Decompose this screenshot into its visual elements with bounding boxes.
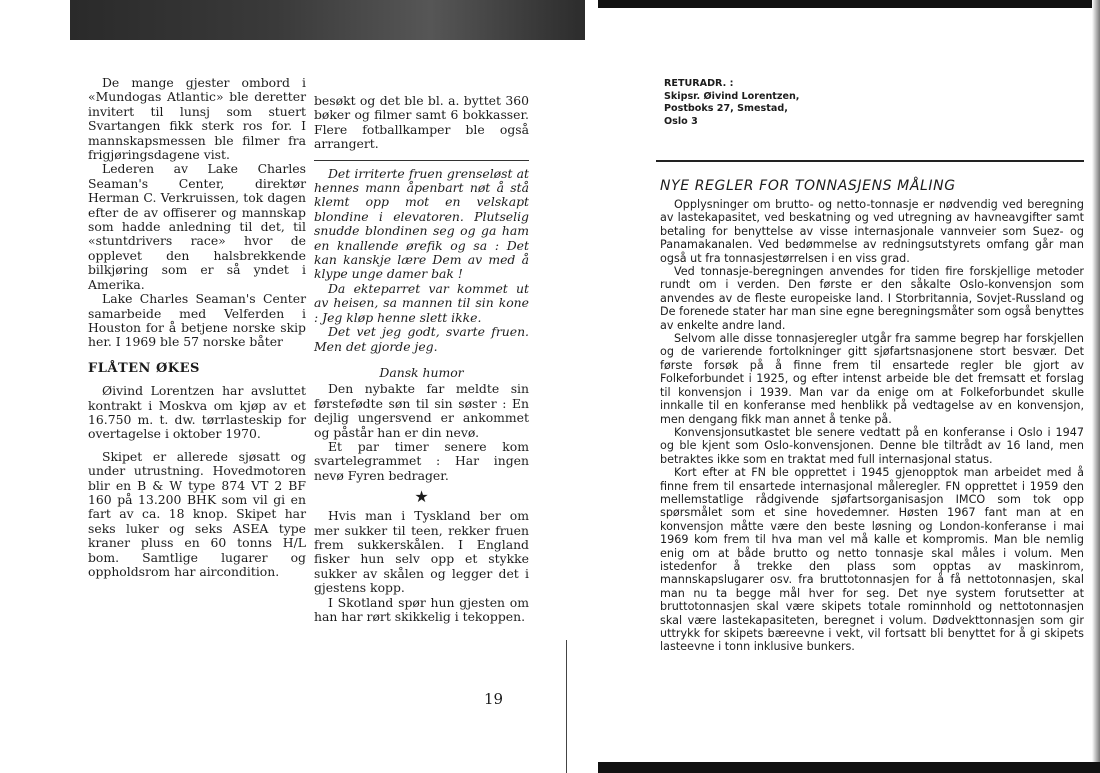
article: [660, 178, 1084, 654]
horizontal-rule: [656, 160, 1084, 162]
paragraph: I Skotland spør hun gjesten om han har rørt skikkelig i tekoppen.: [314, 594, 529, 624]
left-page-top-shadow: [70, 0, 585, 40]
article-paragraph: Selvom alle disse tonnasjeregler utgår fra samme begrep har forskjellen og de varierende fortolkninger gitt sjøfartsnasjonene stort besvær. Det første forsøk på å finne frem til ensartede regler ble gjort av Folkeforbundet i 1925, og efter intenst arbeide ble det fremsatt et forslag til konvensjon i 1939. Man var da enige om at Folkeforbundet skulle innkalle til en konferanse med henblikk på vedtagelse av en konvensjon, men dengang fikk man annet å tenke på.: [660, 332, 1084, 426]
article-paragraph: Opplysninger om brutto- og netto-tonnasje er nødvendig ved beregning av lastekapasitet, ved beskatning og ved utregning av havneavgifter samt betaling for benyttelse av visse internasjonale vannveier som Suez- og Panamakanalen. Ved bedømmelse av redningsutstyrets omfang går man også ut fra tonnasjestørrelsen i en viss grad.: [660, 198, 1084, 265]
return-address: [664, 78, 799, 128]
joke-paragraph: Det vet jeg godt, svarte fruen. Men det gjorde jeg.: [314, 324, 529, 354]
left-column-2: [314, 94, 529, 624]
paragraph: Øivind Lorentzen har avsluttet kontrakt i Moskva om kjøp av et 16.750 m. t. dw. tørrlasteskip for overtagelse i oktober 1970.: [88, 383, 306, 442]
star-ornament: ★: [414, 487, 429, 507]
address-label: RETURADR. :: [664, 78, 734, 89]
paragraph: De mange gjester ombord i «Mundogas Atlantic» ble deretter invitert til lunsj som stuert Svartangen fikk sterk ros for. I mannskapsmessen ble filmer fra frigjøringsdagene vist.: [88, 75, 306, 163]
address-line: Postboks 27, Smestad,: [664, 103, 788, 114]
left-column-1: [88, 76, 306, 579]
right-page-bottom-edge: [598, 762, 1100, 773]
article-title: NYE REGLER FOR TONNASJENS MÅLING: [660, 178, 956, 194]
paragraph: Hvis man i Tyskland ber om mer sukker til teen, rekker fruen frem sukkerskålen. I England fisker hun selv opp et stykke sukker av skålen og legger det i gjestens kopp.: [314, 508, 529, 596]
humor-title: Dansk humor: [379, 364, 464, 380]
joke-paragraph: Det irriterte fruen grenseløst at hennes mann åpenbart nøt å stå klemt opp mot en velskapt blondine i elevatoren. Plutselig snudde blondinen seg og ga ham en knallende ørefik og sa : Det kan kanskje lære Dem av med å klype unge damer bak !: [314, 165, 529, 282]
address-line: Oslo 3: [664, 115, 698, 127]
page-number: 19: [484, 690, 504, 708]
article-paragraph: Konvensjonsutkastet ble senere vedtatt på en konferanse i Oslo i 1947 og ble kjent som Oslo-konvensjonen. Denne ble tiltrådt av 16 land, men betraktes ikke som en traktat med full internasjonal status.: [660, 425, 1084, 466]
divider: [314, 160, 529, 161]
paragraph: Lederen av Lake Charles Seaman's Center, direktør Herman C. Verkruissen, tok dagen efter de av offiserer og mannskap som hadde anledning til det, til «stuntdrivers race» hvor de opplevet den halsbrekkende bilkjøring som er så yndet i Amerika.: [88, 161, 306, 292]
address-line: Skipsr. Øivind Lorentzen,: [664, 90, 800, 102]
article-paragraph: Kort efter at FN ble opprettet i 1945 gjenopptok man arbeidet med å finne frem til ensartede internasjonal måleregler. FN opprettet i 1959 den mellemstatlige rådgivende sjøfartsorganisasjon IMCO som tok opp spørsmålet som et sine hovedemner. Høsten 1967 fant man at en konvensjon måtte være den beste løsning og London-konferanse i mai 1969 kom frem til hva man vel må kalle et kompromis. Man ble nemlig enig om at både brutto og netto tonnasje skal måles i volum. Men istedenfor å trekke den plass som opptas av maskinrom, mannskapslugarer osv. fra bruttotonnasjen for å få nettotonnasjen, skal man nu ta begge mål hver for seg. Det nye system forutsetter at bruttotonnasjen skal være skipets totale rominnhold og nettotonnasjen skal være lastekapasiteten, beregnet i volum. Dødvekttonnasjen som gir uttrykk for skipets bæreevne i vekt, vil fortsatt bli benyttet for å gi skipets lasteevne i tonn inklusive bunkers.: [660, 466, 1084, 654]
section-title: FLÅTEN ØKES: [88, 360, 200, 376]
right-page-edge-shadow: [1092, 0, 1100, 773]
right-page-top-edge: [598, 0, 1100, 8]
paragraph: Lake Charles Seaman's Center samarbeide med Velferden i Houston for å betjene norske skip her. I 1969 ble 57 norske båter: [88, 291, 306, 350]
article-paragraph: Ved tonnasje-beregningen anvendes for tiden fire forskjellige metoder rundt om i verden. Den første er den såkalte Oslo-konvensjon som anvendes av de fleste europeiske land. I Storbritannia, Sovjet-Russland og De forenede stater har man sine egne beregningsmåter som også benyttes av enkelte andre land.: [660, 265, 1084, 332]
joke-paragraph: Da ekteparret var kommet ut av heisen, sa mannen til sin kone : Jeg kløp henne slett ikke.: [314, 280, 529, 325]
gutter-line: [566, 640, 567, 773]
paragraph: besøkt og det ble bl. a. byttet 360 bøker og filmer samt 6 bokkasser. Flere fotballkamper ble også arrangert.: [314, 93, 529, 152]
paragraph: Den nybakte far meldte sin førstefødte søn til sin søster : En dejlig ungersvend er ankommet og påstår han er din nevø.: [314, 381, 529, 440]
paragraph: Et par timer senere kom svartelegrammet : Har ingen nevø Fyren bedrager.: [314, 438, 529, 483]
paragraph: Skipet er allerede sjøsatt og under utrustning. Hovedmotoren blir en B & W type 874 VT 2 BF 160 på 13.200 BHK som vil gi en fart av ca. 18 knop. Skipet har seks luker og seks ASEA type kraner pluss en 60 tonns H/L bom. Samtlige lugarer og oppholdsrom har aircondition.: [88, 448, 306, 579]
